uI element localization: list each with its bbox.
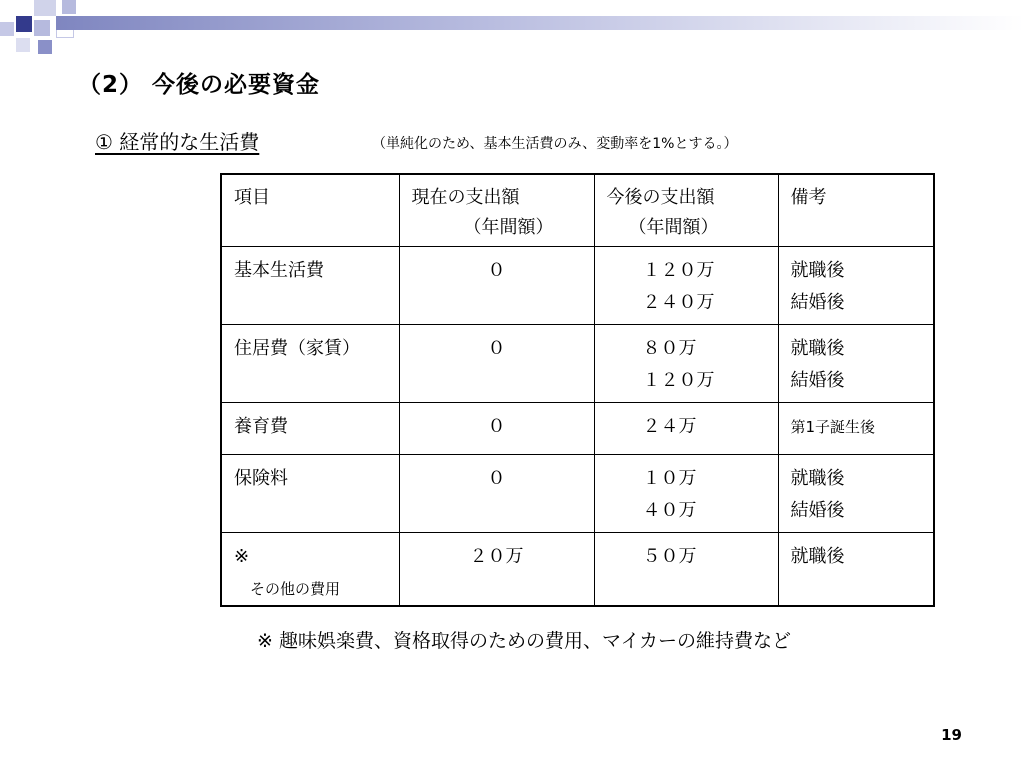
subtitle-note: （単純化のため、基本生活費のみ、変動率を1%とする。） <box>372 136 738 152</box>
cell-current: ０ <box>399 246 594 324</box>
cell-future: １２０万 ２４０万 <box>594 246 778 324</box>
cell-remarks: 就職後 結婚後 <box>778 454 934 532</box>
header-current-line2: （年間額） <box>463 217 554 238</box>
header-future-line2: （年間額） <box>628 217 719 238</box>
header-future <box>594 174 778 246</box>
table-header-row <box>221 174 934 246</box>
table-row <box>221 532 934 606</box>
cell-future: ８０万 １２０万 <box>594 324 778 402</box>
table-row <box>221 454 934 532</box>
header-current <box>399 174 594 246</box>
table-row <box>221 324 934 402</box>
expense-table <box>220 173 935 607</box>
cell-remarks: 就職後 <box>778 532 934 606</box>
cell-item: 保険料 <box>221 454 399 532</box>
cell-future: ５０万 <box>594 532 778 606</box>
cell-remarks: 第1子誕生後 <box>778 402 934 454</box>
header-bar <box>56 16 1024 30</box>
cell-current: ０ <box>399 402 594 454</box>
table-row <box>221 402 934 454</box>
page-number: 19 <box>941 726 962 744</box>
cell-current: ２０万 <box>399 532 594 606</box>
cell-item: 養育費 <box>221 402 399 454</box>
cell-item: 基本生活費 <box>221 246 399 324</box>
cell-future: ２４万 <box>594 402 778 454</box>
header-future-line1: 今後の支出額 <box>606 187 715 208</box>
subtitle-text: ① 経常的な生活費 <box>95 130 260 154</box>
cell-current: ０ <box>399 324 594 402</box>
header-remarks: 備考 <box>778 174 934 246</box>
cell-item: ※ その他の費用 <box>221 532 399 606</box>
table-row <box>221 246 934 324</box>
cell-current: ０ <box>399 454 594 532</box>
slide-title: （2） 今後の必要資金 <box>78 72 321 98</box>
footnote: ※ 趣味娯楽費、資格取得のための費用、マイカーの維持費など <box>257 630 792 652</box>
cell-remarks: 就職後 結婚後 <box>778 246 934 324</box>
section-subtitle <box>95 126 259 155</box>
header-item: 項目 <box>221 174 399 246</box>
cell-future: １０万 ４０万 <box>594 454 778 532</box>
header-current-line1: 現在の支出額 <box>411 187 520 208</box>
cell-remarks: 就職後 結婚後 <box>778 324 934 402</box>
cell-item: 住居費（家賃） <box>221 324 399 402</box>
